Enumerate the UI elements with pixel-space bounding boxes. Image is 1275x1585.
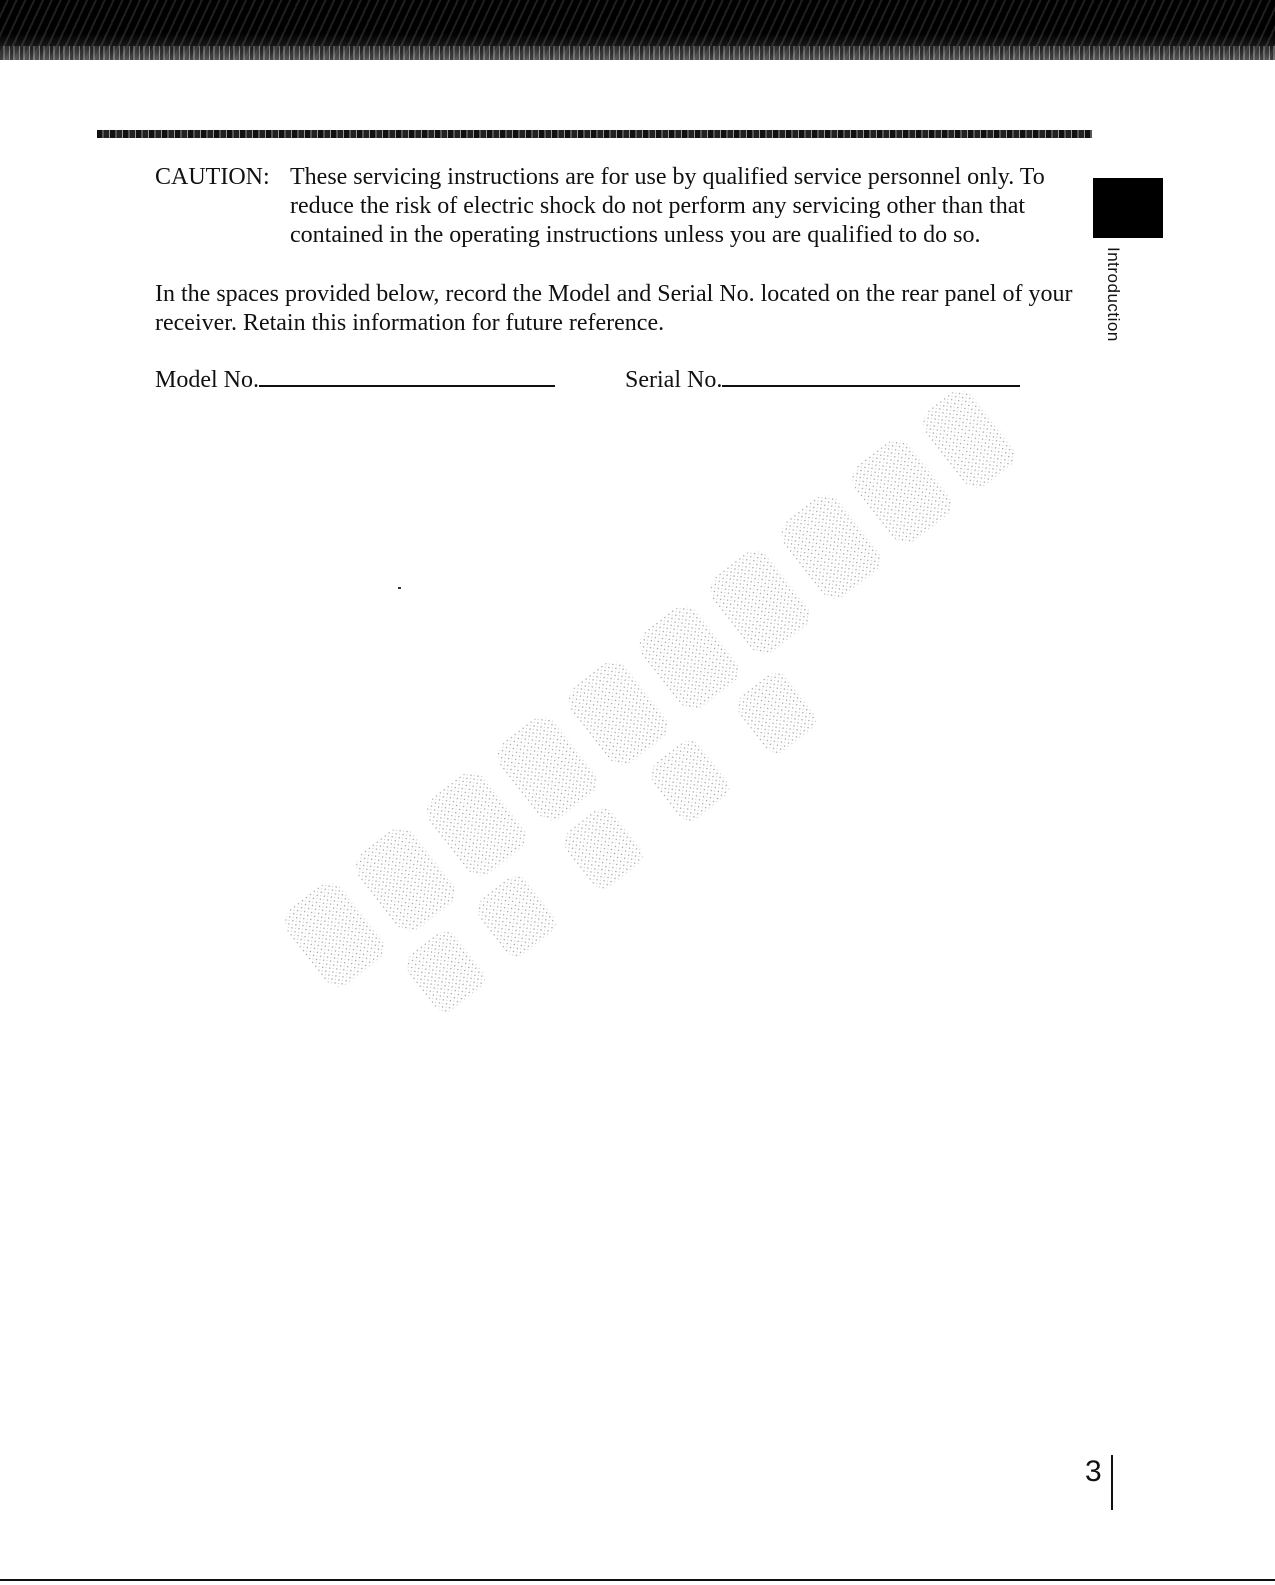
record-instruction: In the spaces provided below, record the Model and Serial No. located on the rear panel of your receiver. Retain this information for future reference. — [155, 281, 1073, 336]
faded-watermark-stamp — [200, 360, 1060, 1080]
section-label: Introduction — [1104, 247, 1123, 342]
page-number-divider — [1111, 1455, 1113, 1510]
section-tab — [1093, 178, 1163, 238]
model-number-label: Model No. — [155, 367, 259, 393]
page-number: 3 — [1085, 1455, 1102, 1488]
serial-number-label: Serial No. — [625, 367, 723, 393]
caution-text: These servicing instructions are for use by qualified service personnel only. To reduce the risk of electric shock do not perform any servicing other than that contained in the operating instructions unless you are qualified to do so. — [290, 164, 1045, 248]
header-rule — [97, 130, 1092, 138]
header-band — [0, 0, 1275, 60]
bottom-rule — [0, 1579, 1275, 1581]
caution-label: CAUTION: — [155, 164, 270, 190]
